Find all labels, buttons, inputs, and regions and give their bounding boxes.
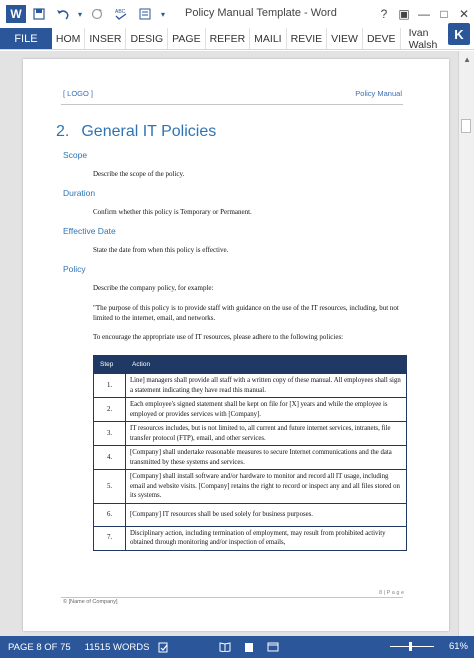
tab-mailings[interactable]: MAILI xyxy=(250,28,286,49)
title-bar xyxy=(0,0,474,28)
step-number: 1. xyxy=(94,374,126,398)
word-count[interactable]: 11515 WORDS xyxy=(84,641,150,653)
table-row xyxy=(94,374,407,398)
quick-access-toolbar xyxy=(0,0,168,28)
document-workspace xyxy=(0,51,474,636)
table-row xyxy=(94,526,407,550)
step-number: 3. xyxy=(94,422,126,446)
footer-company: © [Name of Company] xyxy=(63,599,118,605)
step-action: [Company] shall undertake reasonable measures to secure Internet communications and the data transmitted by these systems and services. xyxy=(126,446,407,470)
table-row xyxy=(94,503,407,526)
header-divider xyxy=(61,104,403,105)
redo-icon[interactable] xyxy=(86,3,108,25)
step-action: [Company] IT resources shall be used solely for business purposes. xyxy=(126,503,407,526)
section-text-scope: Describe the scope of the policy. xyxy=(93,170,185,178)
svg-text:ABC: ABC xyxy=(115,9,126,15)
section-heading-scope: Scope xyxy=(63,150,88,160)
step-action: Disciplinary action, including termination of employment, may result from prohibited activity obtained through monitoring and/or inspection of emails, xyxy=(126,526,407,550)
section-text-policy: Describe the company policy, for example: xyxy=(93,284,214,292)
tab-insert[interactable]: INSER xyxy=(85,28,126,49)
user-name: Ivan Walsh xyxy=(408,26,438,51)
read-mode-icon[interactable] xyxy=(219,641,231,653)
tab-references[interactable]: REFER xyxy=(206,28,251,49)
table-row xyxy=(94,446,407,470)
addin-k-icon[interactable]: K xyxy=(448,23,470,45)
spellcheck-icon[interactable] xyxy=(110,3,132,25)
zoom-slider-thumb[interactable] xyxy=(409,642,412,651)
step-number: 5. xyxy=(94,470,126,504)
table-row xyxy=(94,398,407,422)
minimize-button[interactable]: — xyxy=(418,7,430,21)
scrollbar-thumb[interactable] xyxy=(461,119,471,133)
maximize-button[interactable]: □ xyxy=(440,7,448,21)
format-icon[interactable] xyxy=(134,3,156,25)
proofing-icon[interactable] xyxy=(157,641,169,653)
step-action: IT resources includes, but is not limited to, all current and future internet services, intranets, file transfer protocol (FTP), email, and other services. xyxy=(126,422,407,446)
help-button[interactable]: ? xyxy=(380,7,388,21)
section-heading-effective-date: Effective Date xyxy=(63,226,116,236)
policy-quote: "The purpose of this policy is to provide staff with guidance on the use of the IT resources, including, but not limited to the internet, email, and networks. xyxy=(93,304,399,322)
table-row xyxy=(94,422,407,446)
tab-design[interactable]: DESIG xyxy=(126,28,168,49)
footer-page-number: 8 | P a g e xyxy=(379,590,404,596)
step-number: 6. xyxy=(94,503,126,526)
step-action: Line] managers shall provide all staff with a written copy of these manual. All employees shall sign a statement indicating they have read this manual. xyxy=(126,374,407,398)
tab-review[interactable]: REVIE xyxy=(287,28,328,49)
scroll-up-icon[interactable]: ▲ xyxy=(463,55,471,64)
tab-file[interactable]: FILE xyxy=(0,28,52,49)
footer-divider xyxy=(61,597,403,598)
header-logo: [ LOGO ] xyxy=(63,89,94,98)
save-icon[interactable] xyxy=(28,3,50,25)
page-count[interactable]: PAGE 8 OF 75 xyxy=(8,641,71,653)
section-text-duration: Confirm whether this policy is Temporary or Permanent. xyxy=(93,208,252,216)
page-heading xyxy=(56,123,216,141)
document-title: Policy Manual Template - Word xyxy=(185,7,337,19)
zoom-level[interactable]: 61% xyxy=(448,641,468,652)
table-header-action: Action xyxy=(126,356,407,374)
policy-intro: To encourage the appropriate use of IT resources, please adhere to the following policies: xyxy=(93,333,344,341)
step-number: 7. xyxy=(94,526,126,550)
step-number: 4. xyxy=(94,446,126,470)
status-bar xyxy=(0,636,474,658)
heading-number: 2. xyxy=(56,123,70,140)
print-layout-icon[interactable] xyxy=(243,641,255,653)
tab-view[interactable]: VIEW xyxy=(327,28,363,49)
header-title: Policy Manual xyxy=(355,89,402,98)
step-action: [Company] shall install software and/or hardware to monitor and record all IT usage, including email and website visits. [Company] retains the right to record or inspect any and all files stored on its systems. xyxy=(126,470,407,504)
undo-icon[interactable] xyxy=(52,3,74,25)
tab-developer[interactable]: DEVE xyxy=(363,28,401,49)
ribbon-tabs xyxy=(0,28,474,50)
ribbon-display-button[interactable]: ▣ xyxy=(398,7,410,21)
section-heading-duration: Duration xyxy=(63,188,96,198)
table-header-step: Step xyxy=(94,356,126,374)
heading-text: General IT Policies xyxy=(81,123,217,140)
customize-icon[interactable]: ▾ xyxy=(160,9,165,19)
chevron-down-icon[interactable]: ▾ xyxy=(77,9,82,19)
word-icon: W xyxy=(6,5,26,23)
step-number: 2. xyxy=(94,398,126,422)
section-text-effective-date: State the date from when this policy is effective. xyxy=(93,246,229,254)
zoom-slider[interactable] xyxy=(390,646,434,647)
tab-home[interactable]: HOM xyxy=(52,28,86,49)
web-layout-icon[interactable] xyxy=(267,641,279,653)
policy-table xyxy=(93,355,407,551)
document-page[interactable] xyxy=(23,59,449,631)
step-action: Each employee's signed statement shall be kept on file for [X] years and while the employee is employed or provides services with [Company]. xyxy=(126,398,407,422)
vertical-scrollbar[interactable] xyxy=(458,51,474,636)
table-row xyxy=(94,470,407,504)
tab-page-layout[interactable]: PAGE xyxy=(168,28,205,49)
section-heading-policy: Policy xyxy=(63,264,86,274)
close-button[interactable]: ✕ xyxy=(458,7,470,21)
